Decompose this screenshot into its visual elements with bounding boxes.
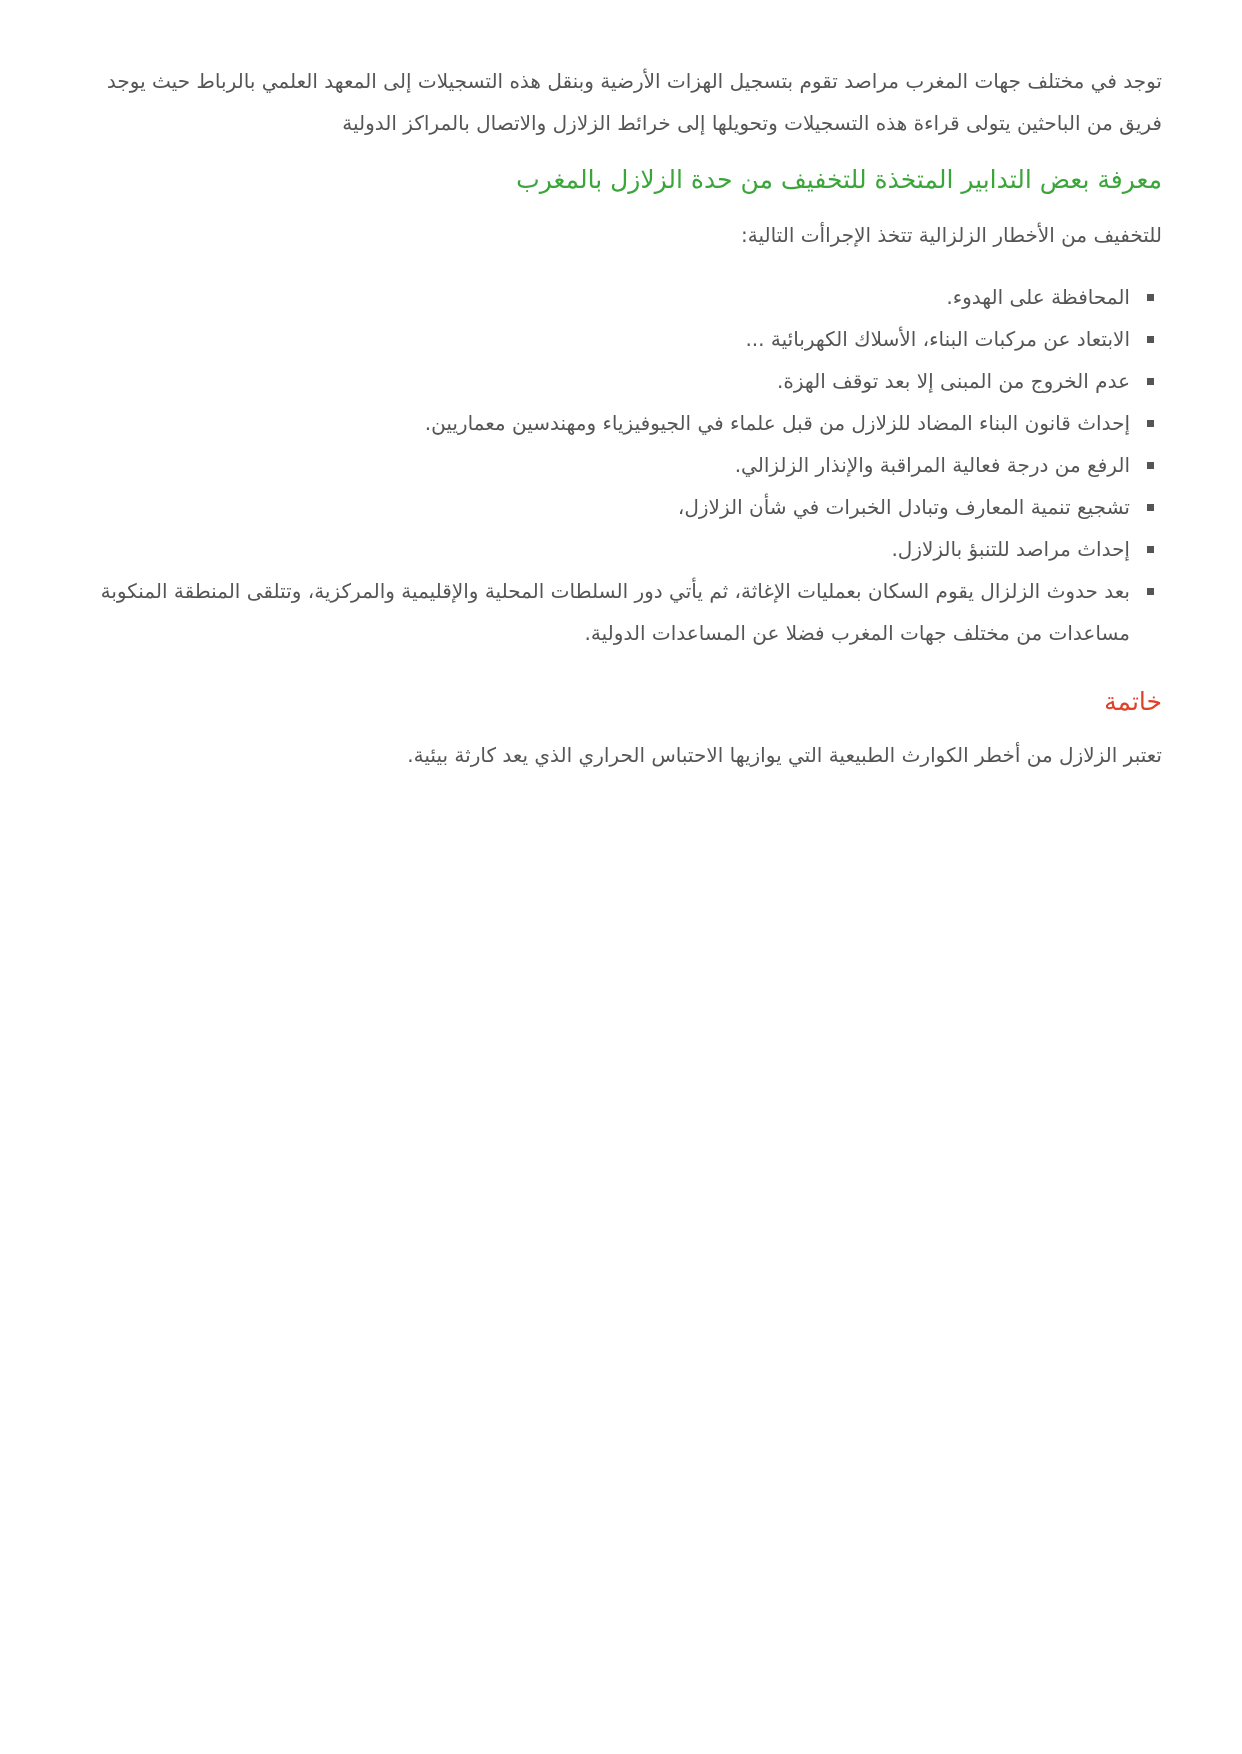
list-item-text: الرفع من درجة فعالية المراقبة والإنذار الزلزالي. <box>734 453 1130 477</box>
list-item-text: عدم الخروج من المبنى إلا بعد توقف الهزة. <box>777 369 1130 393</box>
list-item-text: تشجيع تنمية المعارف وتبادل الخبرات في شأن الزلازل، <box>677 495 1130 519</box>
list-item <box>80 276 1130 318</box>
list-item-text: المحافظة على الهدوء. <box>946 285 1130 309</box>
intro-paragraph: توجد في مختلف جهات المغرب مراصد تقوم بتسجيل الهزات الأرضية وبنقل هذه التسجيلات إلى المعهد العلمي بالرباط حيث يوجد فريق من الباحثين يتولى قراءة هذه التسجيلات وتحويلها إلى خرائط الزلازل والاتصال بالمراكز الدولية <box>106 69 1162 135</box>
square-bullet-icon <box>1147 336 1154 343</box>
list-item-text: بعد حدوث الزلزال يقوم السكان بعمليات الإغاثة، ثم يأتي دور السلطات المحلية والإقليمية والمركزية، وتتلقى المنطقة المنكوبة مساعدات من مختلف جهات المغرب فضلا عن المساعدات الدولية. <box>100 579 1130 645</box>
conclusion-title: خاتمة <box>1104 687 1162 716</box>
list-item <box>80 318 1130 360</box>
section-lead: للتخفيف من الأخطار الزلزالية تتخذ الإجراأت التالية: <box>741 223 1162 247</box>
square-bullet-icon <box>1147 294 1154 301</box>
list-item <box>80 486 1130 528</box>
list-item-text: إحداث قانون البناء المضاد للزلازل من قبل علماء في الجيوفيزياء ومهندسين معماريين. <box>424 411 1130 435</box>
list-item <box>80 570 1130 654</box>
conclusion-text: تعتبر الزلازل من أخطر الكوارث الطبيعية التي يوازيها الاحتباس الحراري الذي يعد كارثة بيئية. <box>407 743 1162 767</box>
square-bullet-icon <box>1147 420 1154 427</box>
list-item <box>80 402 1130 444</box>
list-item-text: إحداث مراصد للتنبؤ بالزلازل. <box>891 537 1130 561</box>
list-item <box>80 444 1130 486</box>
square-bullet-icon <box>1147 378 1154 385</box>
list-item-text: الابتعاد عن مركبات البناء، الأسلاك الكهربائية ... <box>745 327 1130 351</box>
list-item <box>80 360 1130 402</box>
square-bullet-icon <box>1147 504 1154 511</box>
measures-list <box>80 276 1162 654</box>
section-title: معرفة بعض التدابير المتخذة للتخفيف من حدة الزلازل بالمغرب <box>516 165 1162 194</box>
square-bullet-icon <box>1147 588 1154 595</box>
square-bullet-icon <box>1147 462 1154 469</box>
list-item <box>80 528 1130 570</box>
square-bullet-icon <box>1147 546 1154 553</box>
